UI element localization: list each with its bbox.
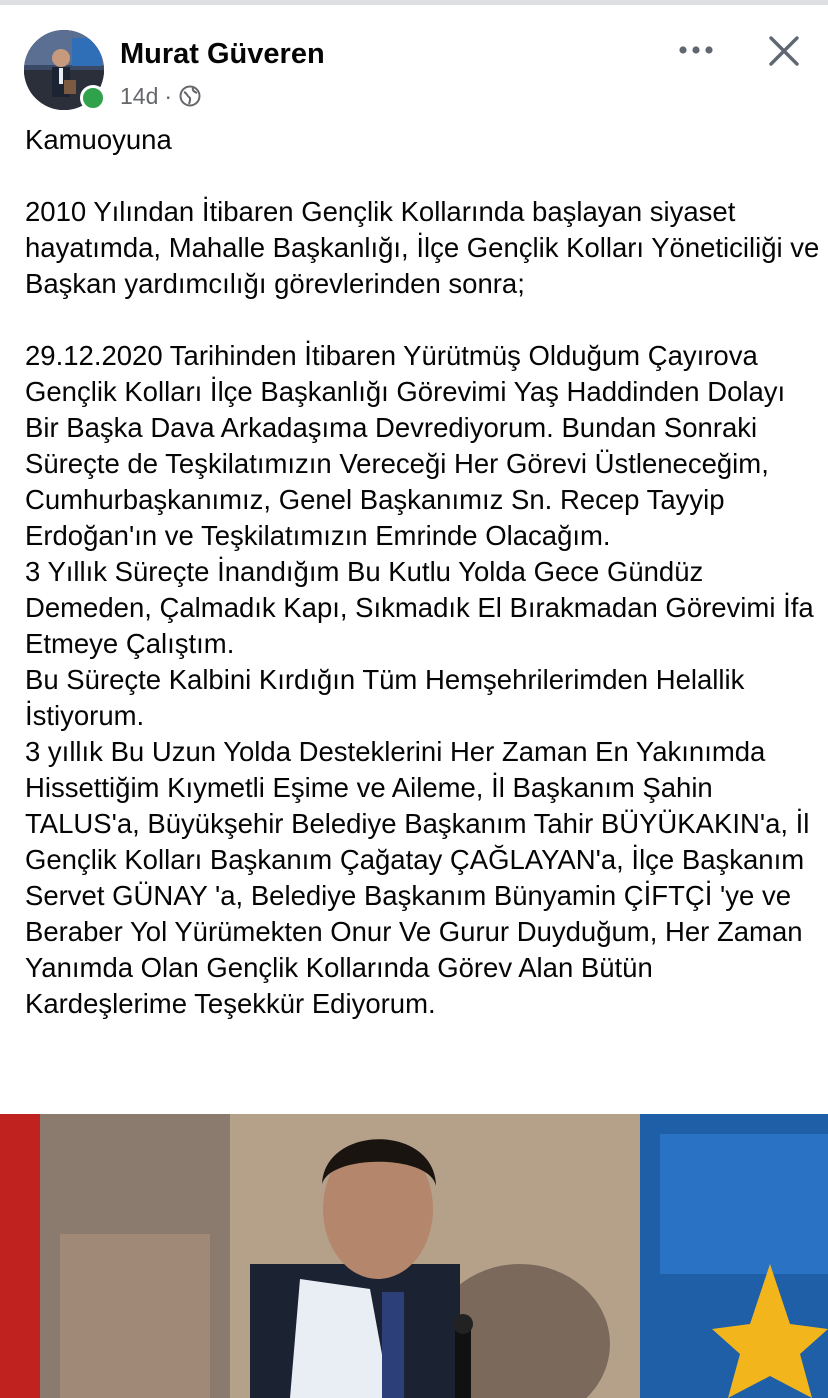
post-time[interactable]: 14d: [120, 82, 159, 109]
post-paragraph: Kamuoyuna: [25, 124, 172, 155]
post-paragraph: 29.12.2020 Tarihinden İtibaren Yürütmüş Olduğum Çayırova Gençlik Kolları İlçe Başkanlığı Görevimi Yaş Haddinden Dolayı Bir Başka Dava Arkadaşıma Devrediyorum. Bundan Sonraki Süreçte de Teşkilatımızın Vereceği Her Görevi Üstleneceğim, Cumhurbaşkanımız, Genel Başkanımız Sn. Recep Tayyip Erdoğan'ın ve Teşkilatımızın Emrinde Olacağım. 3 Yıllık Süreçte İnandığım Bu Kutlu Yolda Gece Gündüz Demeden, Çalmadık Kapı, Sıkmadık El Bırakmadan Görevimi İfa Etmeye Çalıştım. Bu Süreçte Kalbini Kırdığın Tüm Hemşehrilerimden Helallik İstiyorum. 3 yıllık Bu Uzun Yolda Desteklerini Her Zaman En Yakınımda Hissettiğim Kıymetli Eşime ve Aileme, İl Başkanım Şahin TALUS'a, Büyükşehir Belediye Başkanım Tahir BÜYÜKAKIN'a, İl Gençlik Kolları Başkanım Çağatay ÇAĞLAYAN'a, İlçe Başkanım Servet GÜNAY 'a, Belediye Başkanım Bünyamin ÇİFTÇİ 'ye ve Beraber Yol Yürümekten Onur Ve Gurur Duyduğum, Her Zaman Yanımda Olan Gençlik Kollarında Görev Alan Bütün Kardeşlerime Teşekkür Ediyorum.: [25, 340, 814, 1019]
paragraph-gap: [25, 158, 820, 194]
more-options-button[interactable]: [672, 30, 720, 70]
post-header: [0, 0, 828, 120]
post-photo[interactable]: [0, 1114, 828, 1398]
post-photo-image: [0, 1114, 828, 1398]
paragraph-gap: [25, 302, 820, 338]
author-name[interactable]: Murat Güveren: [120, 38, 325, 70]
close-icon: [768, 35, 800, 67]
post-body: [25, 122, 820, 1022]
post-paragraph: 2010 Yılından İtibaren Gençlik Kollarında başlayan siyaset hayatımda, Mahalle Başkanlığı, İlçe Gençlik Kolları Yöneticiliği ve Başkan yardımcılığı görevlerinden sonra;: [25, 196, 820, 299]
more-options-icon: [678, 45, 714, 55]
globe-icon: [178, 84, 202, 108]
online-status-dot: [80, 85, 106, 111]
close-button[interactable]: [760, 28, 808, 74]
meta-separator: ·: [164, 82, 173, 109]
post-meta: [120, 82, 202, 110]
